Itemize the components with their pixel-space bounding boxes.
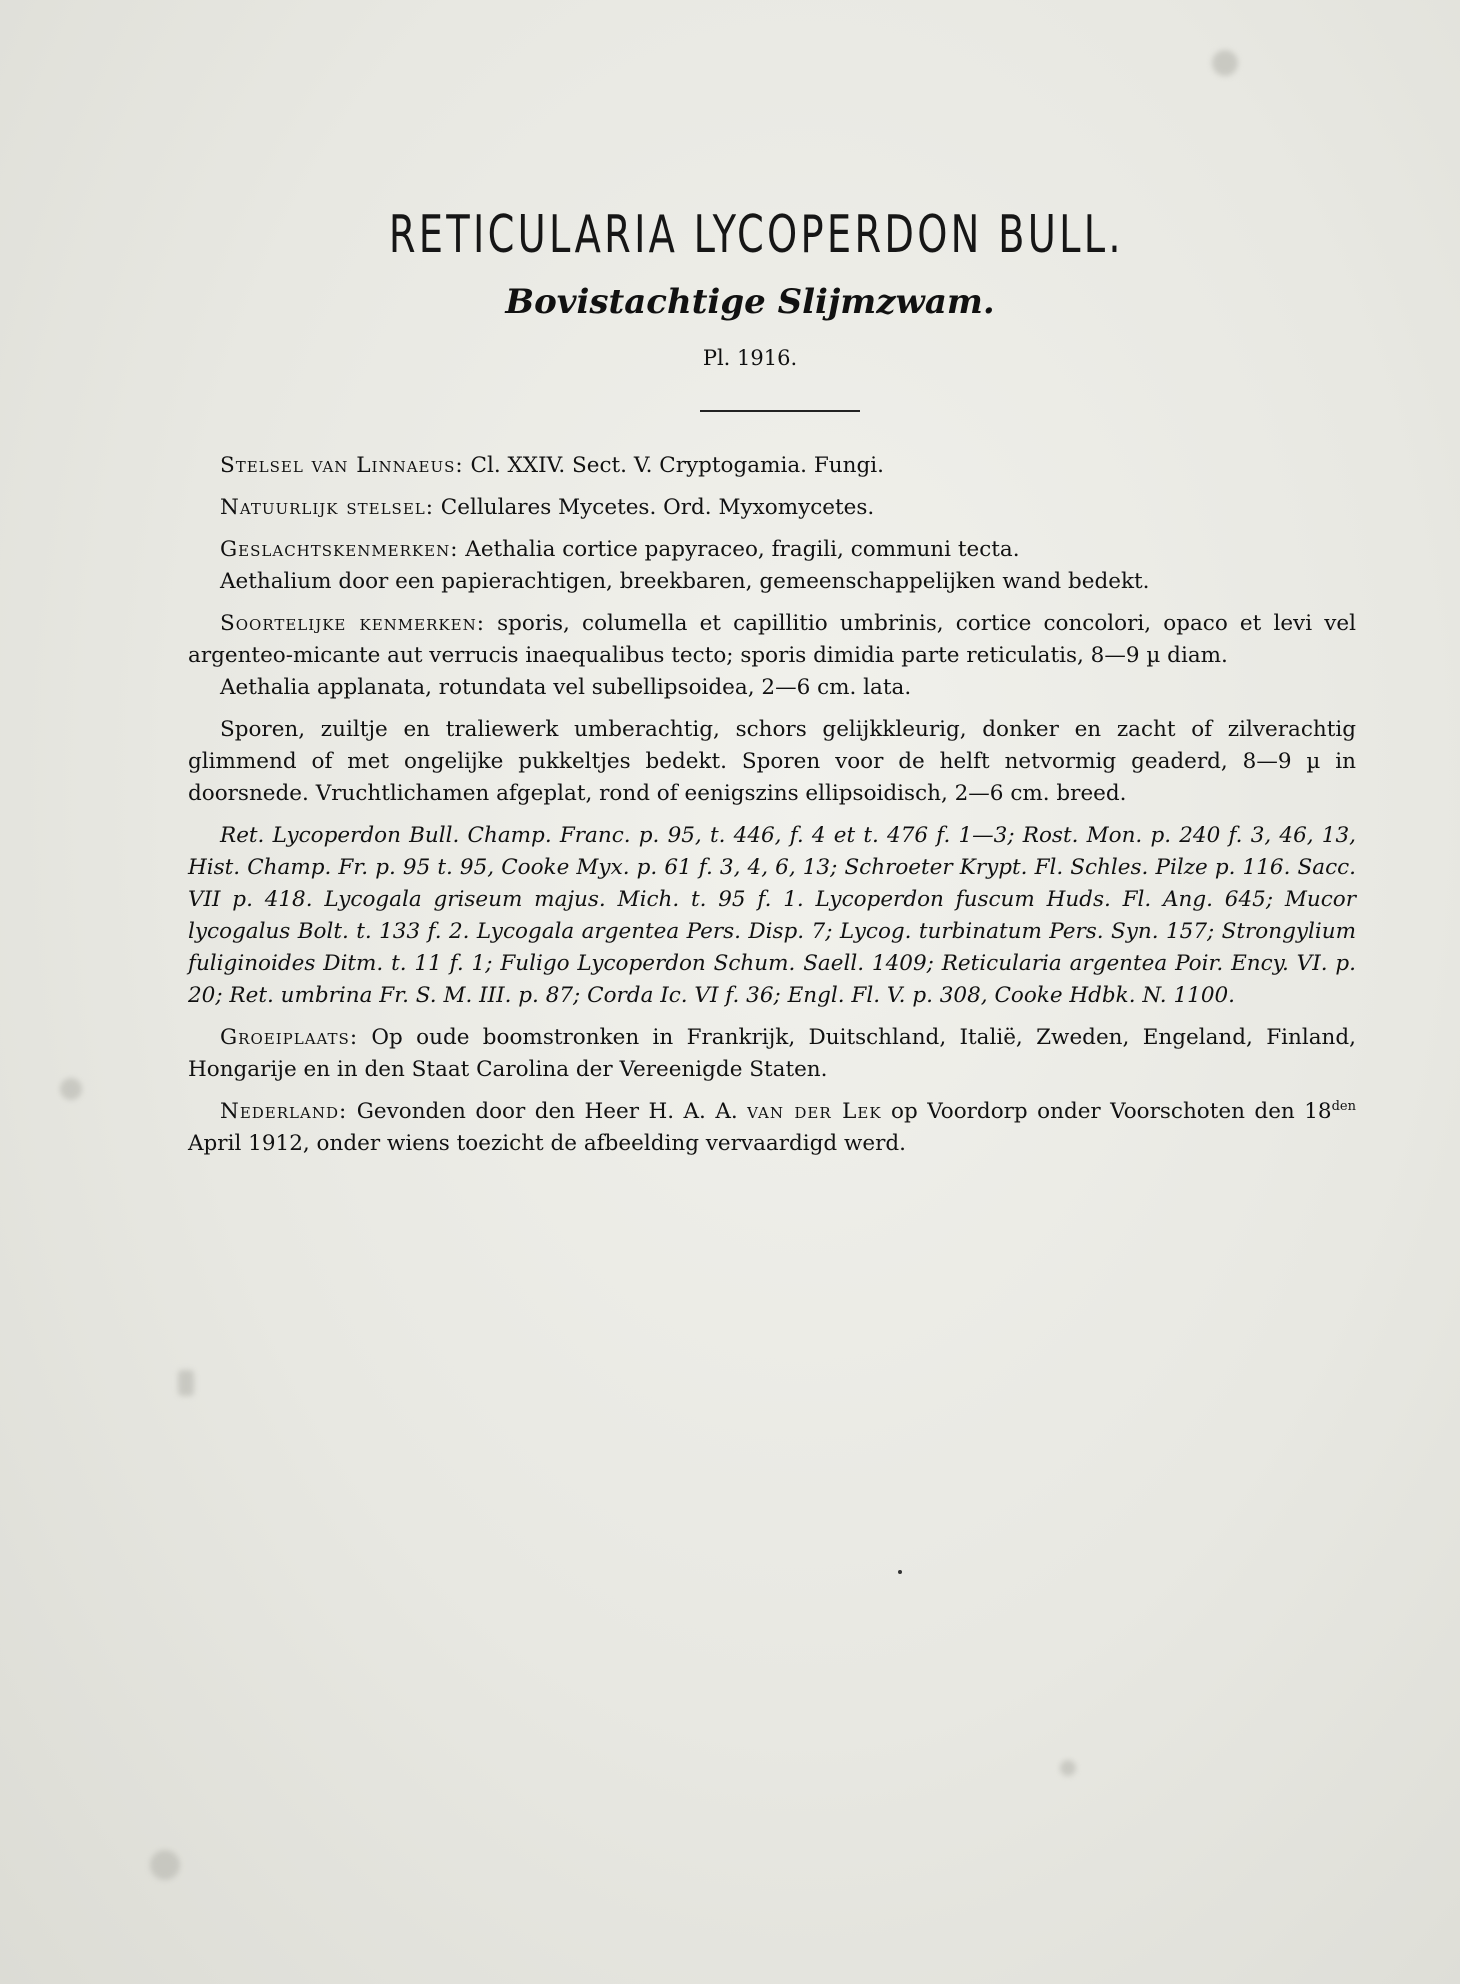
name-van-der-lek: van der Lek <box>747 1099 882 1124</box>
text-groeiplaats: Op oude boomstronken in Frankrijk, Duitschland, Italië, Zweden, Engeland, Finland, Hongarije en in den Staat Carolina der Vereenigde Staten. <box>188 1025 1356 1082</box>
paragraph-soort <box>188 608 1356 672</box>
paragraph-references: Ret. Lycoperdon Bull. Champ. Franc. p. 95, t. 446, f. 4 et t. 476 f. 1—3; Rost. Mon. p. 240 f. 3, 46, 13, Hist. Champ. Fr. p. 95 t. 95, Cooke Myx. p. 61 f. 3, 4, 6, 13; Schroeter Krypt. Fl. Schles. Pilze p. 116. Sacc. VII p. 418. Lycogala griseum majus. Mich. t. 95 f. 1. Lycoperdon fuscum Huds. Fl. Ang. 645; Mucor lycogalus Bolt. t. 133 f. 2. Lycogala argentea Pers. Disp. 7; Lycog. turbinatum Pers. Syn. 157; Strongylium fuliginoides Ditm. t. 11 f. 1; Fuligo Lycoperdon Schum. Saell. 1409; Reticularia argentea Poir. Ency. VI. p. 20; Ret. umbrina Fr. S. M. III. p. 87; Corda Ic. VI f. 36; Engl. Fl. V. p. 308, Cooke Hdbk. N. 1100. <box>188 823 1356 1008</box>
label-groeiplaats: Groeiplaats: <box>220 1025 359 1050</box>
label-stelsel: Stelsel van Linnaeus: <box>220 453 464 478</box>
ink-dot <box>898 1570 902 1574</box>
paper-speck <box>150 1850 180 1880</box>
superscript-den: den <box>1331 1098 1356 1114</box>
paragraph-soort-dutch: Sporen, zuiltje en traliewerk umberachtig, schors gelijkkleurig, donker en zacht of zilverachtig glimmend of met ongelijke pukkeltjes bedekt. Sporen voor de helft netvormig geaderd, 8—9 µ in doorsnede. Vruchtlichamen afgeplat, rond of eenigszins ellipsoidisch, 2—6 cm. breed. <box>188 717 1356 806</box>
description-body <box>188 450 1356 1170</box>
text-stelsel: Cl. XXIV. Sect. V. Cryptogamia. Fungi. <box>463 453 884 478</box>
paragraph-stelsel <box>188 450 1356 482</box>
paragraph-geslacht-dutch: Aethalium door een papierachtigen, breekbaren, gemeenschappelijken wand bedekt. <box>220 569 1150 594</box>
label-soort: Soortelijke kenmerken: <box>220 611 485 636</box>
paper-speck <box>1060 1760 1076 1776</box>
text-nederland-1: Gevonden door den Heer H. A. A. <box>347 1099 748 1124</box>
paragraph-soort-latin: Aethalia applanata, rotundata vel subellipsoidea, 2—6 cm. lata. <box>220 675 912 700</box>
paper-speck <box>60 1078 82 1100</box>
label-geslacht: Geslachtskenmerken: <box>220 537 459 562</box>
plate-number: Pl. 1916. <box>702 346 798 370</box>
paragraph-nederland <box>188 1096 1356 1160</box>
page-title: RETICULARIA LYCOPERDON BULL. <box>388 205 1124 265</box>
paragraph-groeiplaats <box>188 1022 1356 1086</box>
text-geslacht: Aethalia cortice papyraceo, fragili, communi tecta. <box>458 537 1020 562</box>
paper-speck <box>1212 50 1238 76</box>
paragraph-natuurlijk <box>188 492 1356 524</box>
page-subtitle: Bovistachtige Slijmzwam. <box>505 282 995 322</box>
text-nederland-2: op Voordorp onder Voorschoten den 18 <box>881 1099 1332 1124</box>
text-natuurlijk: Cellulares Mycetes. Ord. Myxomycetes. <box>433 495 875 520</box>
label-nederland: Nederland: <box>220 1099 348 1124</box>
paragraph-geslacht <box>188 534 1356 566</box>
text-soort: sporis, columella et capillitio umbrinis, cortice concolori, opaco et levi vel argenteo-micante aut verrucis inaequalibus tecto; sporis dimidia parte reticulatis, 8—9 µ diam. <box>188 611 1356 668</box>
text-nederland-3: April 1912, onder wiens toezicht de afbeelding vervaardigd werd. <box>188 1131 906 1156</box>
label-natuurlijk: Natuurlijk stelsel: <box>220 495 434 520</box>
paper-speck <box>178 1370 194 1396</box>
divider <box>700 410 860 412</box>
